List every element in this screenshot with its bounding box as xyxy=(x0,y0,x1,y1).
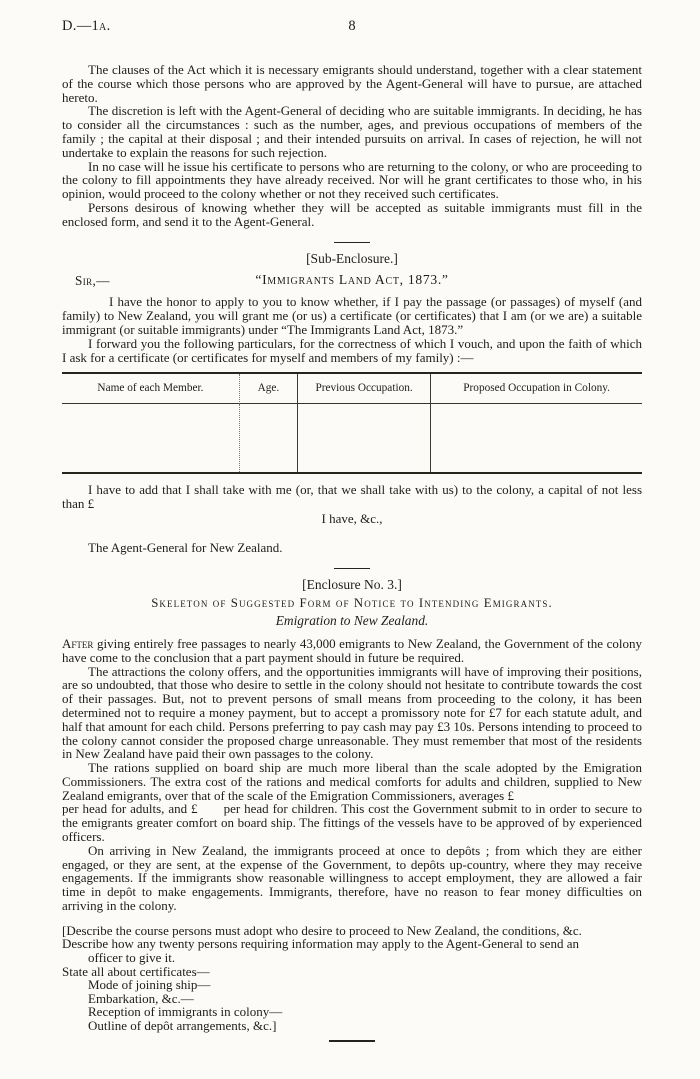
lead-word: After xyxy=(62,635,94,651)
notes-block xyxy=(62,924,642,1033)
table-cell-empty xyxy=(430,404,642,472)
enclosure-subtitle: Emigration to New Zealand. xyxy=(275,613,429,629)
table-header-row xyxy=(62,374,642,404)
addressee: The Agent-General for New Zealand. xyxy=(88,539,283,555)
table-body-row xyxy=(62,404,642,472)
paragraph-rations xyxy=(62,761,642,844)
note-line: Mode of joining ship— xyxy=(88,977,211,993)
particulars-table xyxy=(62,372,642,474)
paragraph-arrival: On arriving in New Zealand, the immigrants proceed at once to depôts ; from which they are either engaged, or they are sent, at the expense of the Government, to depôts up-country, where they may receive engagements. If the immigrants show reasonable willingness to accept employment, they are allowed a fair time in depôt to make engagements. Immigrants, therefore, have no reason to fear money difficulties on arriving in the colony. xyxy=(62,842,642,914)
lead-rest: giving entirely free passages to nearly 43,000 emigrants to New Zealand, the Government of the colony have come to the conclusion that a part payment should in future be required. xyxy=(62,635,642,665)
paragraph-no-case: In no case will he issue his certificate to persons who are returning to the colony, or who are proceeding to the colony to fill appointments they have already received. Nor will he grant certificates to those who, in his opinion, would proceed to the colony whether or not they received such certificates. xyxy=(62,158,642,202)
table-column-header-proposed-occupation: Proposed Occupation in Colony. xyxy=(430,374,642,404)
rations-part2a: per head for adults, and £ xyxy=(62,801,198,817)
note-line: Describe how any twenty persons requiring information may apply to the Agent-General to send an xyxy=(62,936,579,952)
table-column-header-name: Name of each Member. xyxy=(62,374,239,404)
document-reference: D.—1a. xyxy=(62,18,111,34)
enclosure-title: Skeleton of Suggested Form of Notice to Intending Emigrants. xyxy=(151,596,553,611)
note-line: Embarkation, &c.— xyxy=(88,990,194,1006)
note-line: Reception of immigrants in colony— xyxy=(88,1004,283,1020)
act-title: “Immigrants Land Act, 1873.” xyxy=(255,272,449,288)
paragraph-capital: I have to add that I shall take with me (or, that we shall take with us) to the colony, a capital of not less than £ xyxy=(62,482,642,512)
end-divider xyxy=(329,1040,375,1042)
table-cell-empty xyxy=(62,404,239,472)
table-cell-empty xyxy=(239,404,297,472)
paragraph-honor-to-apply: I have the honor to apply to you to know whether, if I pay the passage (or passages) of myself (and family) to New Zealand, you will grant me (or us) a certificate (or certificates) that I am (or we are) a suitable immigrant (or suitable immigrants) under “The Immigrants Land Act, 1873.” xyxy=(62,294,642,337)
paragraph-free-passages xyxy=(62,637,642,665)
table-cell-empty xyxy=(297,404,430,472)
note-line: Outline of depôt arrangements, &c.] xyxy=(88,1018,277,1034)
rations-part1: The rations supplied on board ship are much more liberal than the scale adopted by the Emigration Commissioners. The extra cost of the rations and medical comforts for adults and children, supplied to New Zealand emigrants, over that of the scale of the Emigration Commissioners, averages £ xyxy=(62,760,642,803)
table-column-header-age: Age. xyxy=(239,374,297,404)
note-line: officer to give it. xyxy=(88,950,176,966)
page-number: 8 xyxy=(348,18,356,34)
page-header xyxy=(62,20,642,38)
valediction: I have, &c., xyxy=(321,510,383,526)
rations-part2b: per head for children. This cost the Government submit to in order to secure to the emigrants greater comfort on board ship. The fittings of the vessels have to be approved of by experienced officers. xyxy=(62,801,642,845)
sub-enclosure-heading: [Sub-Enclosure.] xyxy=(306,250,398,266)
table-column-header-previous-occupation: Previous Occupation. xyxy=(297,374,430,404)
section-divider xyxy=(334,242,370,243)
paragraph-clauses: The clauses of the Act which it is necessary emigrants should understand, together with a clear statement of the course which those persons who are approved by the Agent-General will have to pursue, are attached hereto. xyxy=(62,62,642,105)
paragraph-persons-desirous: Persons desirous of knowing whether they will be accepted as suitable immigrants must fill in the enclosed form, and send it to the Agent-General. xyxy=(62,199,642,229)
enclosure-heading: [Enclosure No. 3.] xyxy=(302,576,402,592)
salutation: Sir,— xyxy=(75,273,110,289)
note-line: [Describe the course persons must adopt who desire to proceed to New Zealand, the conditions, &c. xyxy=(62,922,582,938)
paragraph-attractions: The attractions the colony offers, and the opportunities immigrants will have of improving their positions, are so undoubted, that those who desire to settle in the colony should not hesitate to contribute towards the cost of their passages. But, not to prevent persons of small means from proceeding to the colony, it has been determined not to require a money payment, but to accept a promissory note for £7 for each statute adult, and half that amount for each child. Persons preferring to pay cash may pay £3 10s. Persons intending to proceed to the colony cannot consider the proposed charge unreasonable. They must remember that most of the residents in New Zealand have paid their own passages to the colony. xyxy=(62,663,642,762)
intro-section xyxy=(62,63,642,229)
salutation-row xyxy=(62,273,642,289)
section-divider xyxy=(334,568,370,569)
paragraph-discretion: The discretion is left with the Agent-General of deciding who are suitable immigrants. In deciding, he has to consider all the circumstances : such as the number, ages, and previous occupations of members of the family ; the capital at their disposal ; and their intended pursuits on arrival. In cases of rejection, he will not undertake to explain the reasons for such rejection. xyxy=(62,103,642,160)
paragraph-forward-particulars: I forward you the following particulars, for the correctness of which I vouch, and upon the faith of which I ask for a certificate (or certificates for myself and members of my family) :— xyxy=(62,335,642,365)
note-line: State all about certificates— xyxy=(62,963,210,979)
